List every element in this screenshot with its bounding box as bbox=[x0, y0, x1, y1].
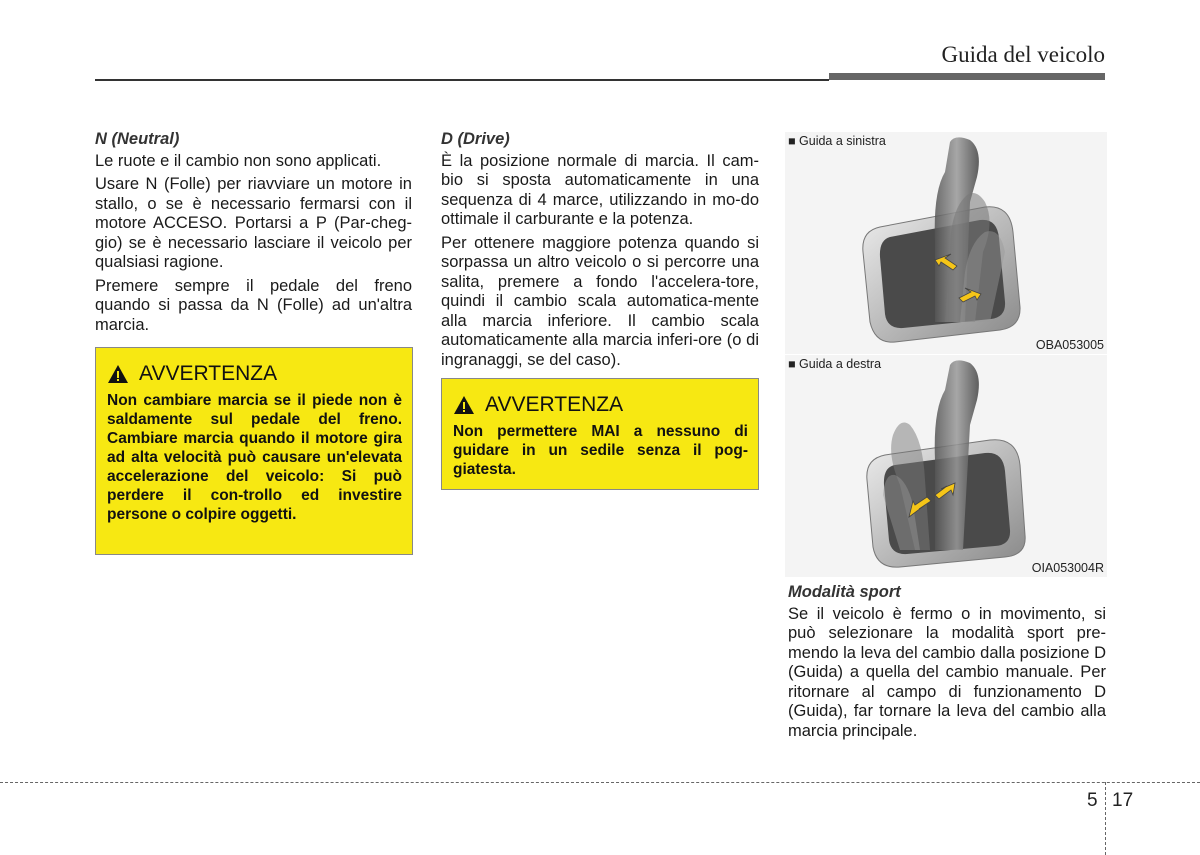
gear-shift-figure-left-hand-drive bbox=[785, 132, 1107, 354]
gear-shift-illustration bbox=[785, 355, 1107, 577]
page-header-title: Guida del veicolo bbox=[941, 42, 1105, 67]
figure-code: OBA053005 bbox=[1035, 338, 1104, 352]
column-left bbox=[95, 130, 412, 339]
header-rule-accent bbox=[829, 73, 1105, 80]
column-middle bbox=[441, 130, 759, 374]
gear-shift-figure-right-hand-drive bbox=[785, 355, 1107, 577]
warning-title: AVVERTENZA bbox=[139, 362, 278, 385]
paragraph: Se il veicolo è fermo o in movimento, si può selezionare la modalità sport pre-mendo la leva del cambio dalla posizione D (Guida) a quella del cambio manuale. Per ritornare al campo di funzionamento D (Guida), far tornare la leva del cambio alla marcia principale. bbox=[788, 604, 1106, 740]
figure-caption: ■ Guida a sinistra bbox=[788, 134, 886, 148]
page-number-divider bbox=[1105, 782, 1106, 855]
warning-triangle-icon bbox=[107, 364, 129, 384]
paragraph: Le ruote e il cambio non sono applicati. bbox=[95, 151, 382, 170]
warning-text: Non permettere MAI a nessuno di guidare in un sedile senza il pog-giatesta. bbox=[453, 423, 748, 478]
section-heading-neutral: N (Neutral) bbox=[95, 130, 180, 148]
header-rule bbox=[95, 79, 829, 81]
warning-triangle-icon bbox=[453, 395, 475, 415]
section-heading-drive: D (Drive) bbox=[441, 130, 510, 148]
gear-shift-illustration bbox=[785, 132, 1107, 354]
page-number: 17 bbox=[1112, 790, 1134, 811]
section-heading-sport-mode: Modalità sport bbox=[788, 583, 901, 601]
column-right bbox=[788, 583, 1106, 745]
paragraph: Premere sempre il pedale del freno quando si passa da N (Folle) ad un'altra marcia. bbox=[95, 276, 412, 334]
figure-caption: ■ Guida a destra bbox=[788, 357, 882, 371]
warning-title: AVVERTENZA bbox=[485, 393, 624, 416]
paragraph: È la posizione normale di marcia. Il cam-bio si sposta automaticamente in una sequenza di 4 marce, utilizzando in mo-do ottimale il carburante e la potenza. bbox=[441, 151, 759, 228]
figure-code: OIA053004R bbox=[1031, 561, 1104, 575]
warning-box bbox=[441, 378, 759, 490]
warning-text: Non cambiare marcia se il piede non è saldamente sul pedale del freno. Cambiare marcia quando il motore gira ad alta velocità può causare un'elevata accelerazione del veicolo: Si può perdere il con-trollo ed investire persone o colpire oggetti. bbox=[107, 392, 402, 523]
footer-divider bbox=[0, 782, 1200, 783]
section-number: 5 bbox=[1087, 790, 1098, 811]
paragraph: Usare N (Folle) per riavviare un motore in stallo, o se è necessario fermarsi con il motore ACCESO. Portarsi a P (Par-cheg-gio) se è necessario lasciare il veicolo per qualsiasi ragione. bbox=[95, 175, 412, 271]
warning-box bbox=[95, 347, 413, 555]
paragraph: Per ottenere maggiore potenza quando si sorpassa un altro veicolo o si percorre una salita, premere a fondo l'accelera-tore, quindi il cambio scala automatica-mente alla marcia inferiore. Il cambio scala automaticamente alla marcia inferi-ore (o di ingranaggi, se del caso). bbox=[441, 233, 759, 369]
